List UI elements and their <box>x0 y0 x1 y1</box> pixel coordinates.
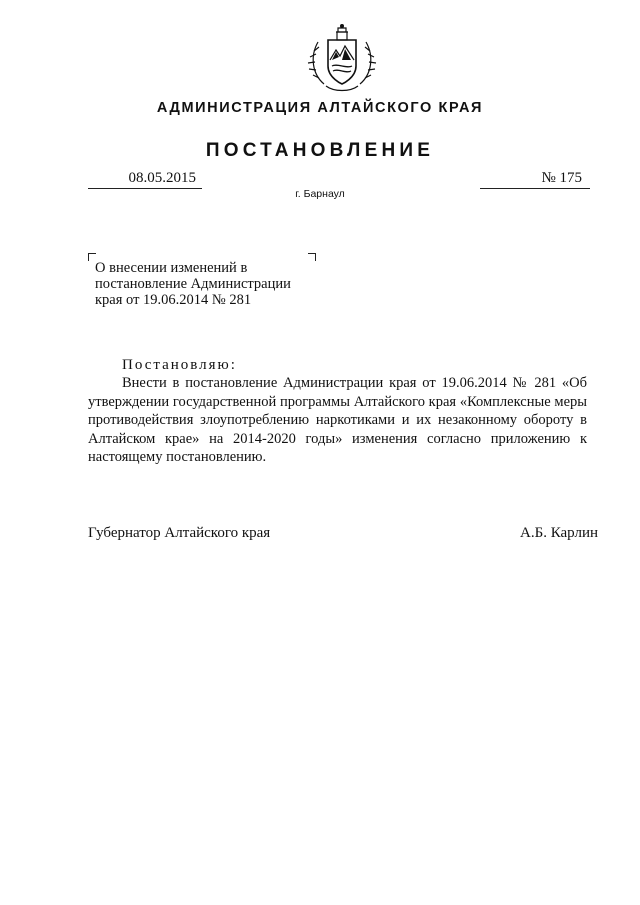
document-number <box>480 170 590 189</box>
document-date-value: 08.05.2015 <box>128 170 196 186</box>
document-number-value: № 175 <box>541 170 582 186</box>
city: г. Барнаул <box>295 188 345 200</box>
body-paragraph: Внести в постановление Администрации края от 19.06.2014 № 281 «Об утверждении государственной программы Алтайского края «Комплексные меры противодействия злоупотреблению наркотиками и их незаконному обороту в Алтайском крае» на 2014-2020 годы» изменения согласно приложению к настоящему постановлению. <box>88 375 587 465</box>
document-date <box>88 170 202 189</box>
signer-name: А.Б. Карлин <box>520 525 599 541</box>
organization-title: АДМИНИСТРАЦИЯ АЛТАЙСКОГО КРАЯ <box>156 100 484 116</box>
signer-title: Губернатор Алтайского края <box>88 525 271 541</box>
document-type: ПОСТАНОВЛЕНИЕ <box>205 140 435 161</box>
decree-word: Постановляю: <box>122 357 237 373</box>
coat-of-arms-icon <box>302 18 382 98</box>
document-subject: О внесении изменений в постановление Администрации края от 19.06.2014 № 281 <box>95 260 291 308</box>
